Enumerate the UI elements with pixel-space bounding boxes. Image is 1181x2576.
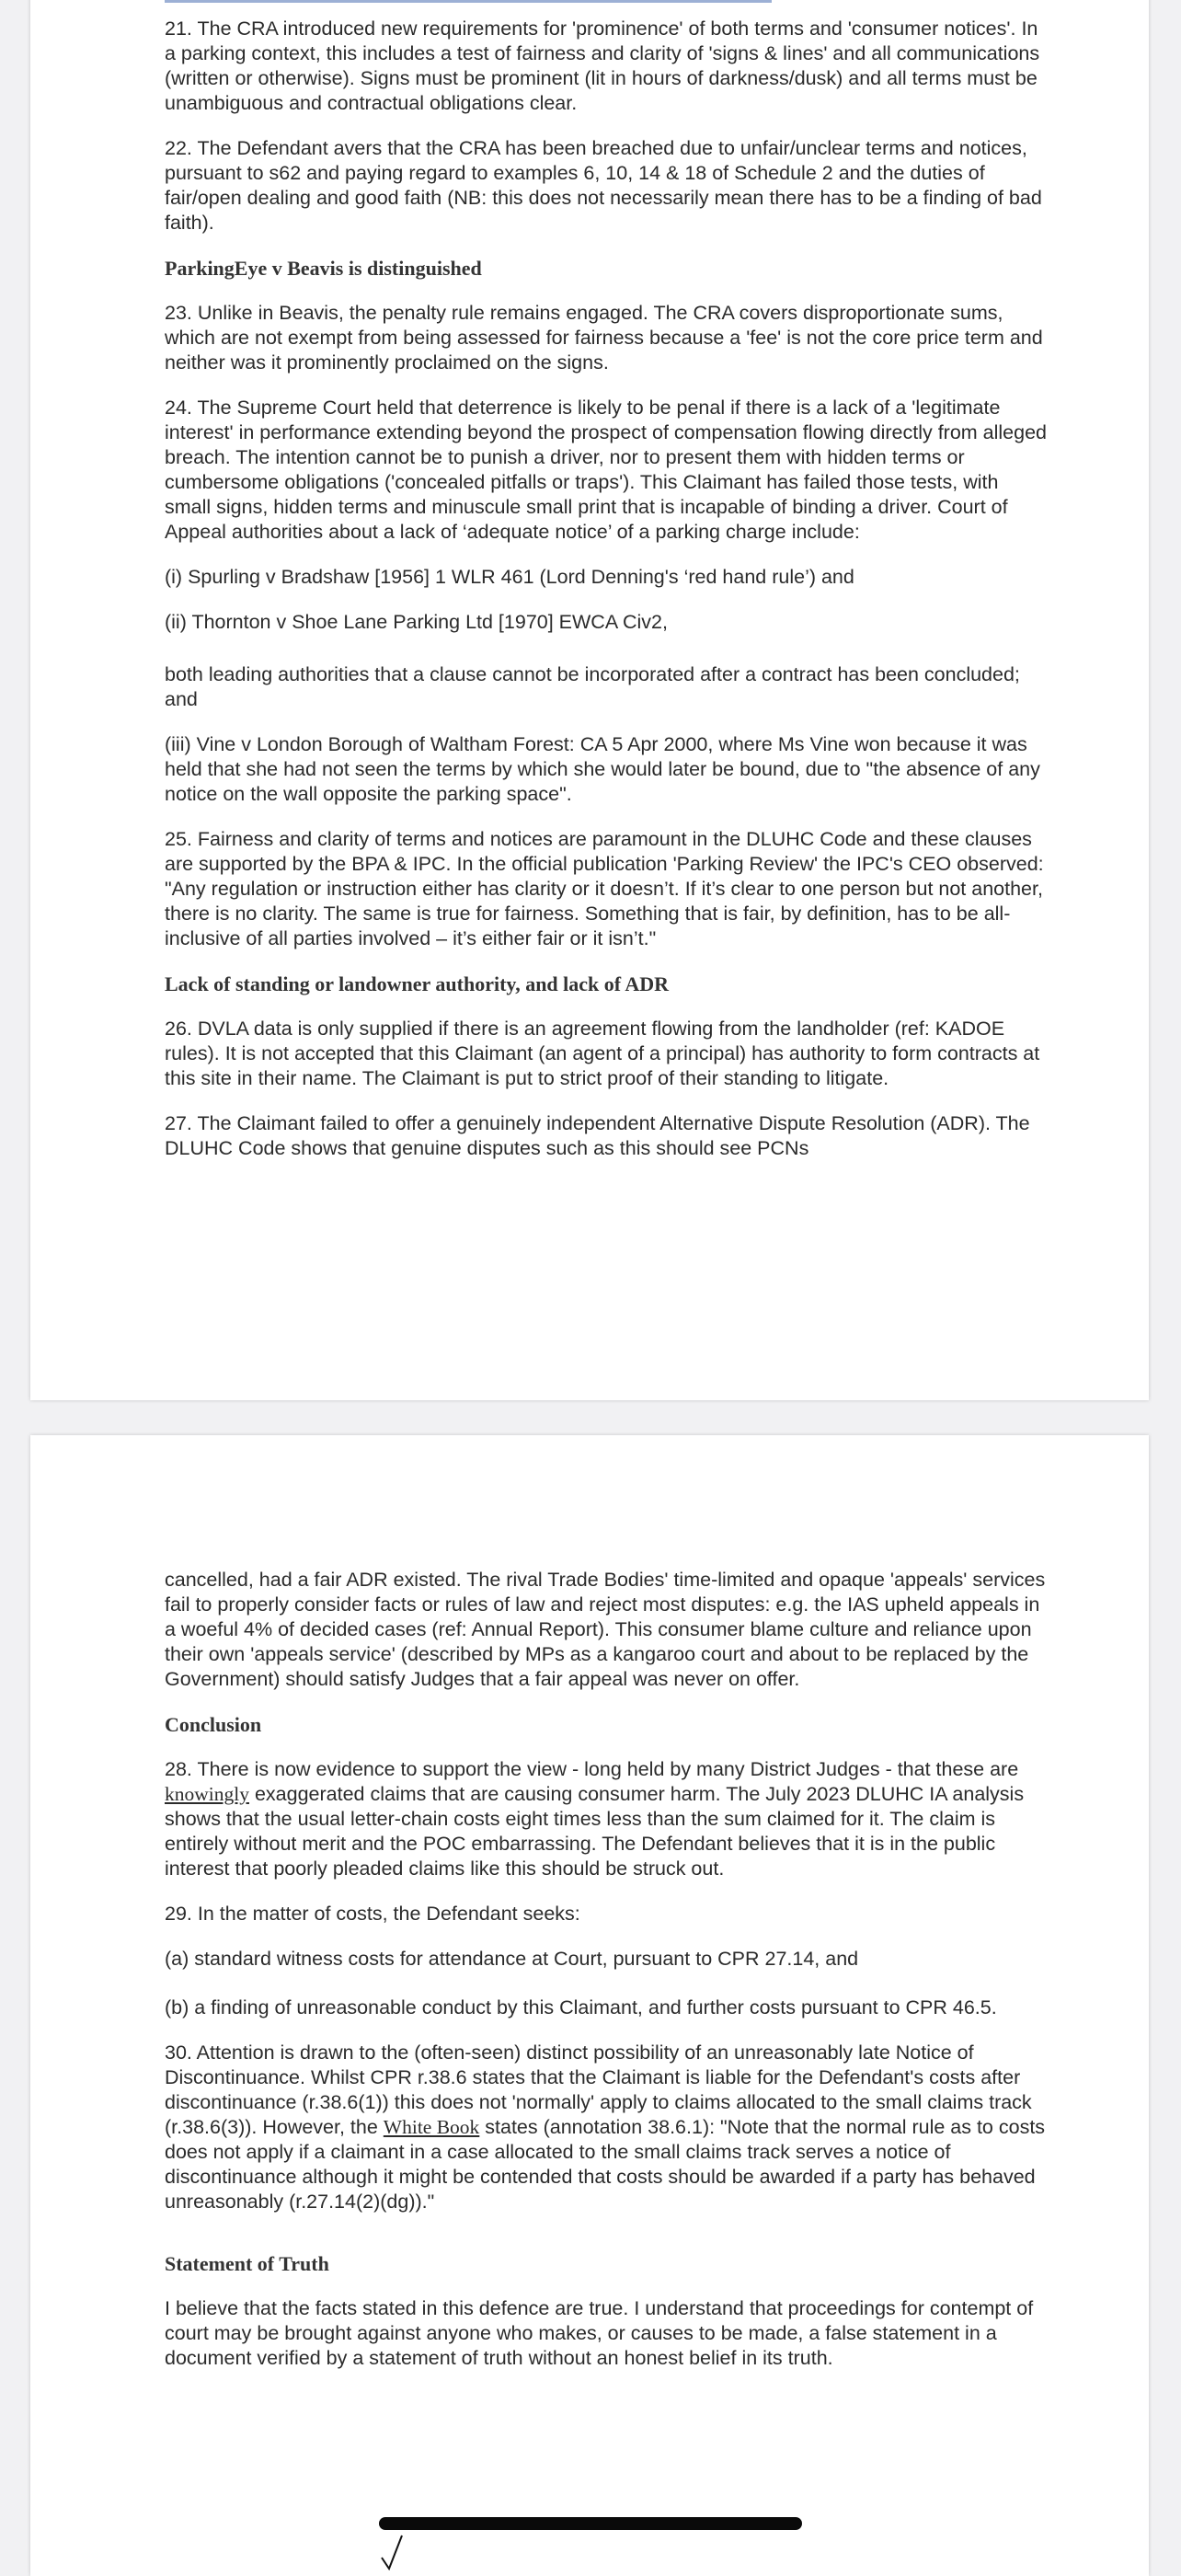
paragraph-25: 25. Fairness and clarity of terms and notices are paramount in the DLUHC Code and these clauses are supported by the BPA & IPC. In the official publication 'Parking Review' the IPC's CEO observed: "Any regulation or instruction either has clarity or it doesn’t. If it’s clear to one person but not another, there is no clarity. The same is true for fairness. Something that is fair, by definition, has to be all-inclusive of all parties involved – it’s either fair or it isn’t."	[165, 828, 1044, 949]
paragraph-30	[165, 2041, 1048, 2214]
paragraph-22: 22. The Defendant avers that the CRA has been breached due to unfair/unclear terms and notices, pursuant to s62 and paying regard to examples 6, 10, 14 & 18 of Schedule 2 and the duties of fair/open dealing and good faith (NB: this does not necessarily mean there has to be a finding of bad faith).	[165, 137, 1042, 234]
p28-underlined: knowingly	[165, 1783, 249, 1805]
document-page-1	[30, 0, 1149, 1400]
paragraph-27-cont: cancelled, had a fair ADR existed. The rival Trade Bodies' time-limited and opaque 'appeals' services fail to properly consider facts or rules of law and reject most disputes: e.g. the IAS upheld appeals in a woeful 4% of decided cases (ref: Annual Report). This consumer blame culture and reliance upon their own 'appeals service' (described by MPs as a kangaroo court and about to be replaced by the Government) should satisfy Judges that a fair appeal was never on offer.	[165, 1569, 1046, 1690]
paragraph-24-cont: both leading authorities that a clause cannot be incorporated after a contract has been concluded; and	[165, 663, 1020, 710]
paragraph-29-b: (b) a finding of unreasonable conduct by this Claimant, and further costs pursuant to CPR 46.5.	[165, 1996, 997, 2018]
paragraph-29: 29. In the matter of costs, the Defendant seeks:	[165, 1903, 580, 1925]
p28-text-before: 28. There is now evidence to support the view - long held by many District Judges - that these are	[165, 1758, 1019, 1780]
signature-mark-icon	[378, 2534, 406, 2570]
document-page-2	[30, 1435, 1149, 2576]
paragraph-26: 26. DVLA data is only supplied if there is an agreement flowing from the landholder (ref: KADOE rules). It is not accepted that this Claimant (an agent of a principal) has authority to form contracts at this site in their name. The Claimant is put to strict proof of their standing to litigate.	[165, 1018, 1040, 1089]
heading-beavis: ParkingEye v Beavis is distinguished	[165, 257, 482, 280]
p30-text-before: 30. Attention is drawn to the (often-seen) distinct possibility of an unreasonably late Notice of Discontinuance. Whilst CPR r.38.6 states that the Claimant is liable for the Defendant's costs after discontinuance (r.38.6(1)) this does not 'normally' apply to claims allocated to the small claims track (r.38.6(3)). However, the	[165, 2041, 1032, 2138]
heading-statement-of-truth: Statement of Truth	[165, 2252, 329, 2275]
p30-text-after: states (annotation 38.6.1): "Note that the normal rule as to costs does not apply if a claimant in a case allocated to the small claims track serves a notice of discontinuance although it might be contended that costs should be awarded if a party has behaved unreasonably (r.27.14(2)(dg))."	[165, 2116, 1046, 2213]
previous-link-underline	[165, 0, 772, 3]
p28-text-after: exaggerated claims that are causing consumer harm. The July 2023 DLUHC IA analysis shows that the usual letter-chain costs eight times less than the sum claimed for it. The claim is entirely without merit and the POC embarrassing. The Defendant believes that it is in the public interest that poorly pleaded claims like this should be struck out.	[165, 1783, 1025, 1880]
paragraph-truth: I believe that the facts stated in this defence are true. I understand that proceedings for contempt of court may be brought against anyone who makes, or causes to be made, a false statement in a document verified by a statement of truth without an honest belief in its truth.	[165, 2297, 1034, 2369]
paragraph-24-ii: (ii) Thornton v Shoe Lane Parking Ltd [1970] EWCA Civ2,	[165, 611, 668, 633]
home-indicator-bar[interactable]	[379, 2517, 802, 2530]
paragraph-28	[165, 1757, 1048, 1881]
page-2-content	[165, 1568, 1048, 2391]
page-1-content	[165, 17, 1048, 1181]
paragraph-21: 21. The CRA introduced new requirements for 'prominence' of both terms and 'consumer notices'. In a parking context, this includes a test of fairness and clarity of 'signs & lines' and all communications (written or otherwise). Signs must be prominent (lit in hours of darkness/dusk) and all terms must be unambiguous and contractual obligations clear.	[165, 17, 1040, 114]
paragraph-23: 23. Unlike in Beavis, the penalty rule remains engaged. The CRA covers disproportionate sums, which are not exempt from being assessed for fairness because a 'fee' is not the core price term and neither was it prominently proclaimed on the signs.	[165, 302, 1043, 374]
paragraph-29-a: (a) standard witness costs for attendance at Court, pursuant to CPR 27.14, and	[165, 1948, 859, 1970]
heading-conclusion: Conclusion	[165, 1713, 262, 1736]
paragraph-24: 24. The Supreme Court held that deterrence is likely to be penal if there is a lack of a 'legitimate interest' in performance extending beyond the prospect of compensation flowing directly from alleged breach. The intention cannot be to punish a driver, nor to present them with hidden terms or cumbersome obligations ('concealed pitfalls or traps'). This Claimant has failed those tests, with small signs, hidden terms and minuscule small print that is incapable of binding a driver. Court of Appeal authorities about a lack of ‘adequate notice’ of a parking charge include:	[165, 397, 1048, 543]
heading-standing: Lack of standing or landowner authority, and lack of ADR	[165, 972, 670, 995]
paragraph-27: 27. The Claimant failed to offer a genuinely independent Alternative Dispute Resolution (ADR). The DLUHC Code shows that genuine disputes such as this should see PCNs	[165, 1112, 1030, 1159]
paragraph-24-iii: (iii) Vine v London Borough of Waltham Forest: CA 5 Apr 2000, where Ms Vine won because it was held that she had not seen the terms by which she would later be bound, due to "the absence of any notice on the wall opposite the parking space".	[165, 733, 1040, 805]
p30-underlined: White Book	[383, 2116, 480, 2138]
paragraph-24-i: (i) Spurling v Bradshaw [1956] 1 WLR 461 (Lord Denning's ‘red hand rule’) and	[165, 566, 854, 588]
